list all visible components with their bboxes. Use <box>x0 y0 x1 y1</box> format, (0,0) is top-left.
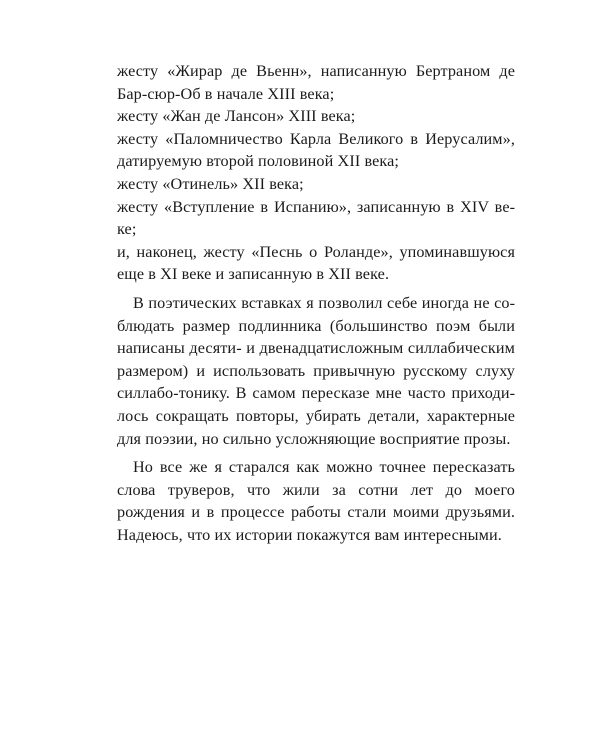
list-item: жесту «Отинель» XII века; <box>117 174 304 193</box>
list-item: жесту «Паломничество Карла Великого в Иерусалим», датируемую второй половиной XII века; <box>117 129 515 171</box>
paragraph-translation-notes: В поэтических вставках я позволил себе иногда не соблюдать размер подлинника (большинство поэм были написаны десяти- и двенадцатисложным силлабическим размером) и использовать привычную русскому слуху силлабо-тонику. В самом пересказе мне часто приходилось сокращать повторы, убирать детали, характерные для поэзии, но сильно усложняющие восприятие прозы. <box>117 293 515 448</box>
list-item: жесту «Жирар де Вьенн», написанную Бертраном де Бар-сюр-Об в начале XIII века; <box>117 62 515 103</box>
list-item: и, наконец, жесту «Песнь о Роланде», упоминавшуюся еще в XI веке и записанную в XII веке. <box>117 242 515 284</box>
source-list <box>117 60 515 286</box>
paragraph-closing: Но все же я старался как можно точнее пересказать слова труверов, что жили за сотни лет до моего рождения и в процессе работы стали моими друзьями. Надеюсь, что их истории покажутся вам интересными. <box>117 458 515 544</box>
list-item: жесту «Жан де Лансон» XIII века; <box>117 107 356 126</box>
list-item: жесту «Вступление в Испанию», записанную в XIV веке; <box>117 197 515 239</box>
page-body <box>117 60 515 546</box>
